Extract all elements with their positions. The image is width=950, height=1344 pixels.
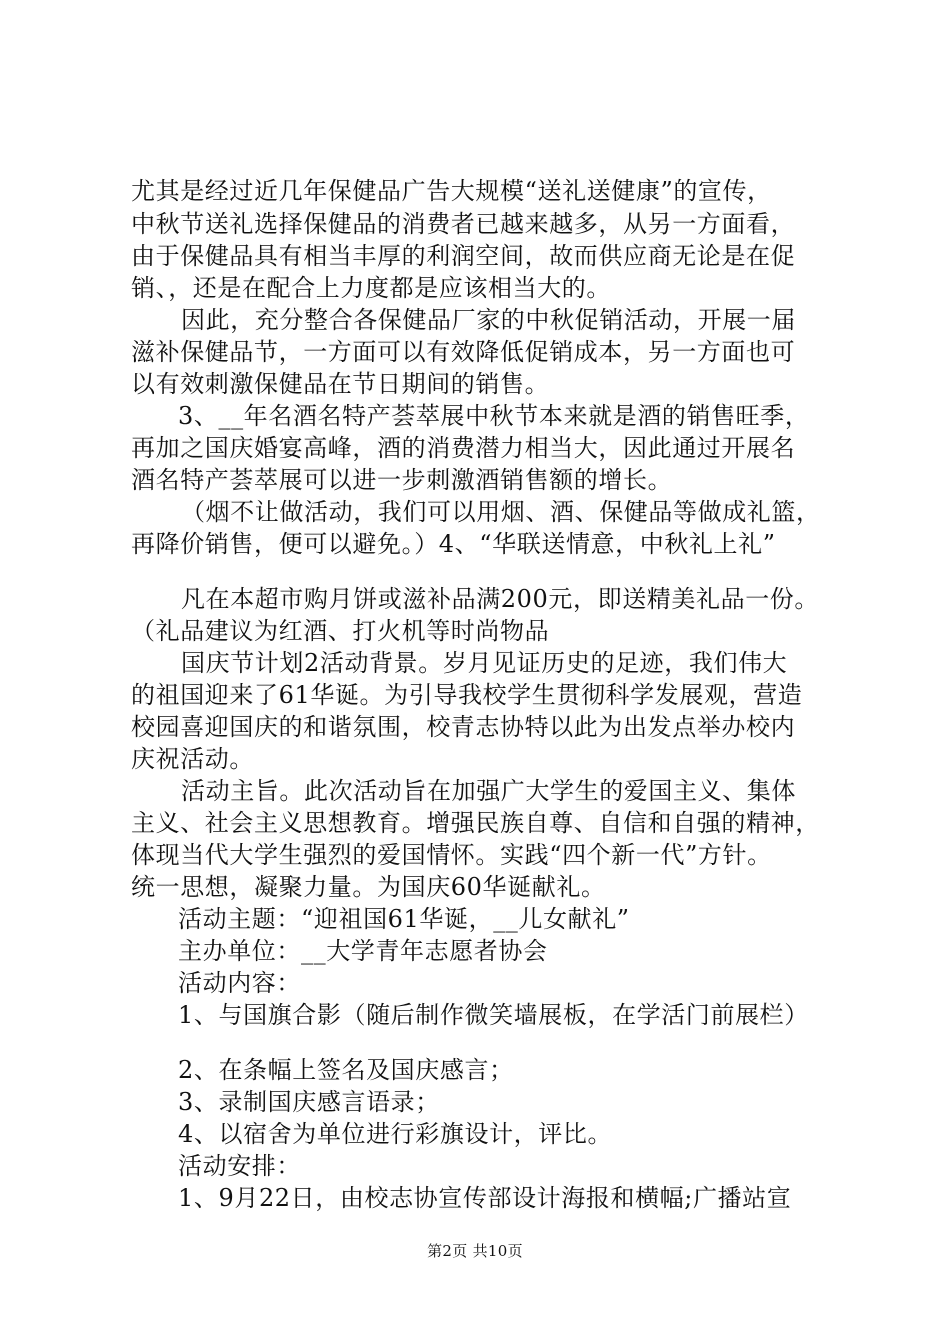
text-line: 尤其是经过近几年保健品广告大规模“送礼送健康”的宣传， (131, 177, 772, 205)
text-line: 以有效刺激保健品在节日期间的销售。 (131, 370, 550, 398)
text-line: 校园喜迎国庆的和谐氛围，校青志协特以此为出发点举办校内 (131, 713, 796, 741)
text-line: 由于保健品具有相当丰厚的利润空间，故而供应商无论是在促 (131, 242, 796, 270)
text-line: 滋补保健品节，一方面可以有效降低促销成本，另一方面也可 (131, 338, 796, 366)
text-line: 销、，还是在配合上力度都是应该相当大的。 (131, 274, 611, 302)
text-line: 因此，充分整合各保健品厂家的中秋促销活动，开展一届 (181, 306, 796, 334)
text-line: 活动主旨。此次活动旨在加强广大学生的爱国主义、集体 (181, 777, 796, 805)
text-line: （礼品建议为红酒、打火机等时尚物品 (131, 617, 550, 645)
text-line: 3、__年名酒名特产荟萃展中秋节本来就是酒的销售旺季， (178, 402, 810, 430)
text-line: 体现当代大学生强烈的爱国情怀。实践“四个新一代”方针。 (131, 841, 772, 869)
text-line: 1、与国旗合影（随后制作微笑墙展板，在学活门前展栏） (178, 1001, 809, 1029)
text-line: 1、9月22日，由校志协宣传部设计海报和横幅;广播站宣 (178, 1184, 792, 1212)
text-line: 统一思想，凝聚力量。为国庆60华诞献礼。 (131, 873, 606, 901)
text-line: （烟不让做活动，我们可以用烟、酒、保健品等做成礼篮， (181, 498, 821, 526)
text-line: 凡在本超市购月饼或滋补品满200元，即送精美礼品一份。 (181, 585, 820, 613)
text-line: 的祖国迎来了61华诞。为引导我校学生贯彻科学发展观，营造 (131, 681, 803, 709)
text-line: 中秋节送礼选择保健品的消费者已越来越多，从另一方面看， (131, 210, 796, 238)
page-number-footer: 第2页 共10页 (427, 1242, 523, 1260)
text-line: 庆祝活动。 (131, 745, 254, 773)
text-line: 3、录制国庆感言语录； (178, 1088, 440, 1116)
text-line: 主义、社会主义思想教育。增强民族自尊、自信和自强的精神， (131, 809, 820, 837)
text-line: 活动内容： (178, 969, 301, 997)
text-line: 主办单位：__大学青年志愿者协会 (178, 937, 548, 965)
text-line: 4、以宿舍为单位进行彩旗设计，评比。 (178, 1120, 613, 1148)
text-line: 国庆节计划2活动背景。岁月见证历史的足迹，我们伟大 (181, 649, 788, 677)
text-line: 酒名特产荟萃展可以进一步刺激酒销售额的增长。 (131, 466, 673, 494)
text-line: 再加之国庆婚宴高峰，酒的消费潜力相当大，因此通过开展名 (131, 434, 796, 462)
text-line: 活动安排： (178, 1152, 301, 1180)
text-line: 2、在条幅上签名及国庆感言； (178, 1056, 514, 1084)
text-line: 活动主题：“迎祖国61华诞，__儿女献礼” (178, 905, 630, 933)
text-line: 再降价销售，便可以避免。）4、“华联送情意，中秋礼上礼” (131, 530, 776, 558)
